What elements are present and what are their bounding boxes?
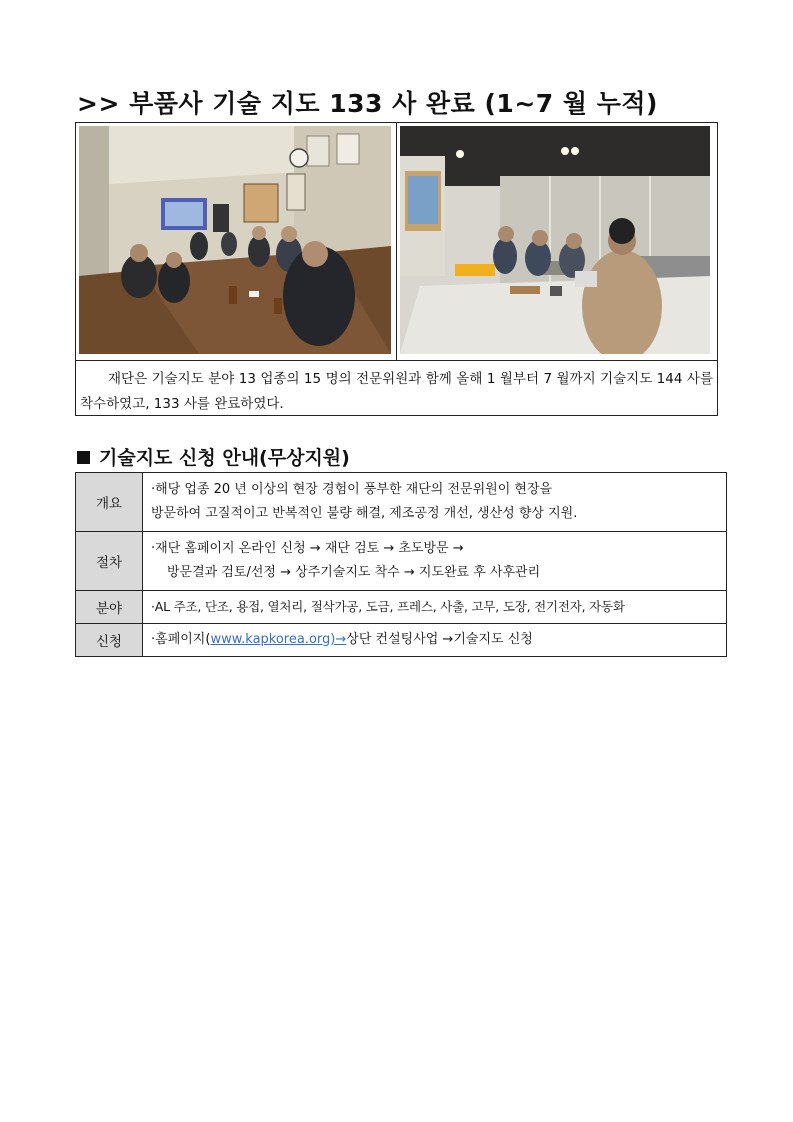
photo-table (75, 122, 718, 416)
procedure-line-1: ·재단 홈페이지 온라인 신청 → 재단 검토 → 초도방문 → (151, 541, 464, 556)
homepage-link[interactable]: www.kapkorea.org)→ (210, 632, 347, 647)
apply-cell (143, 624, 727, 657)
procedure-cell (143, 532, 727, 591)
overview-line-2: 방문하여 고질적이고 반복적인 불량 해결, 제조공정 개선, 생산성 향상 지원. (151, 506, 578, 521)
fields-header: 분야 (76, 591, 143, 624)
page-title: >> 부품사 기술 지도 133 사 완료 (1~7 월 누적) (77, 89, 658, 118)
photo-cell-right (397, 123, 717, 360)
photo-caption: 재단은 기술지도 분야 13 업종의 15 명의 전문위원과 함께 올해 1 월부터 7 월까지 기술지도 144 사를 착수하였고, 133 사를 완료하였다. (76, 360, 717, 415)
fields-cell: ·AL 주조, 단조, 용접, 열처리, 절삭가공, 도금, 프레스, 사출, 고무, 도장, 전기전자, 자동화 (143, 591, 727, 624)
apply-header: 신청 (76, 624, 143, 657)
apply-prefix: ·홈페이지( (151, 632, 211, 647)
section-title-text: 기술지도 신청 안내(무상지원) (99, 447, 350, 469)
overview-header: 개요 (76, 473, 143, 532)
table-row-procedure (76, 532, 727, 591)
photo-cell-left (76, 123, 397, 360)
table-row-fields (76, 591, 727, 624)
overview-cell (143, 473, 727, 532)
table-row-apply (76, 624, 727, 657)
procedure-header: 절차 (76, 532, 143, 591)
apply-suffix: 상단 컨설팅사업 →기술지도 신청 (346, 632, 533, 647)
overview-line-1: ·해당 업종 20 년 이상의 현장 경험이 풍부한 재단의 전문위원이 현장을 (151, 482, 553, 497)
meeting-room-photo-1 (79, 126, 391, 354)
square-bullet-icon (77, 451, 90, 464)
meeting-room-photo-2 (400, 126, 710, 354)
table-row-overview (76, 473, 727, 532)
info-table (75, 472, 727, 657)
section-title (77, 443, 350, 470)
procedure-line-2: 방문결과 검토/선정 → 상주기술지도 착수 → 지도완료 후 사후관리 (167, 565, 541, 580)
